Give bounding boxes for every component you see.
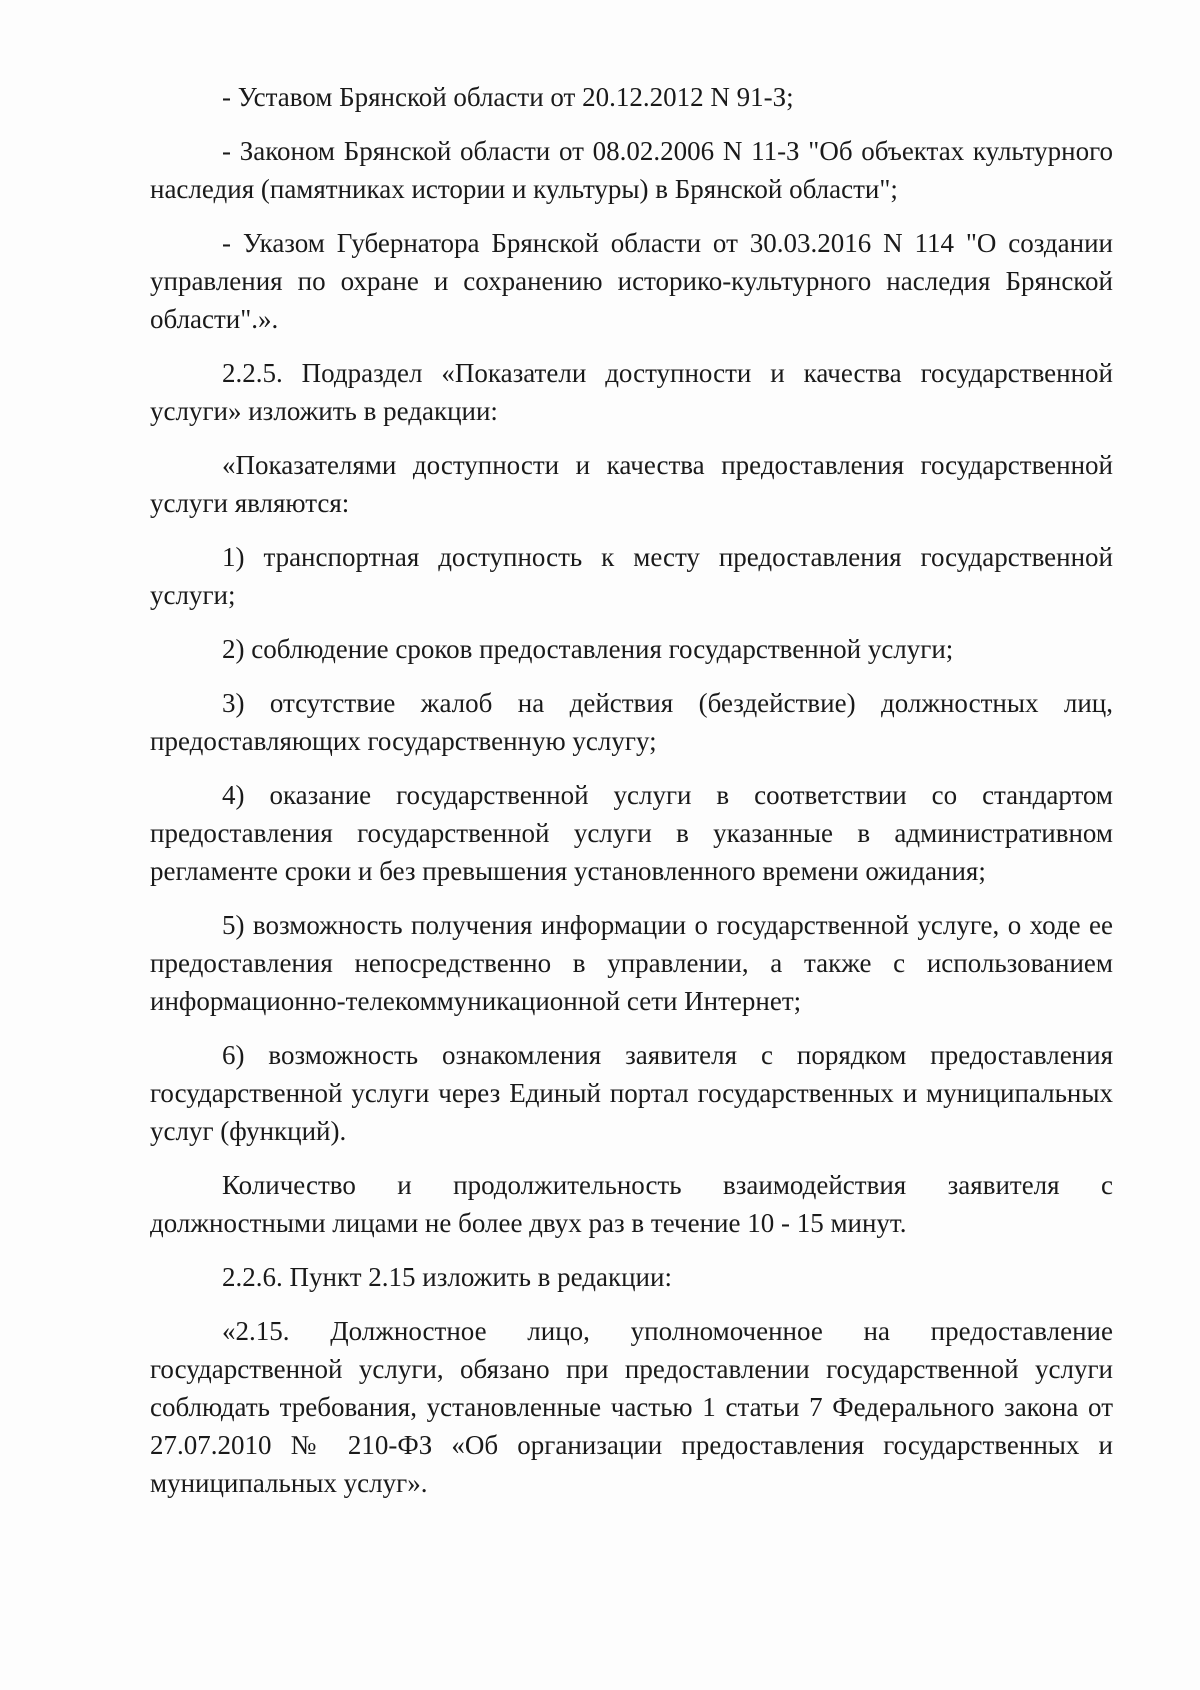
paragraph-zakon: - Законом Брянской области от 08.02.2006 N 11-З "Об объектах культурного наследия (памятниках истории и культуры) в Брянской области"; [150,136,1113,204]
paragraph-2-2-6: 2.2.6. Пункт 2.15 изложить в редакции: [222,1262,672,1292]
list-item-6: 6) возможность ознакомления заявителя с порядком предоставления государственной услуги через Единый портал государственных и муниципальных услуг (функций). [150,1040,1113,1146]
paragraph-ustav: - Уставом Брянской области от 20.12.2012 N 91-З; [222,82,794,112]
list-item-1: 1) транспортная доступность к месту предоставления государственной услуги; [150,542,1113,610]
list-item-4: 4) оказание государственной услуги в соответствии со стандартом предоставления государственной услуги в указанные в административном регламенте сроки и без превышения установленного времени ожидания; [150,780,1113,886]
list-item-5: 5) возможность получения информации о государственной услуге, о ходе ее предоставления непосредственно в управлении, а также с использованием информационно-телекоммуникационной сети Интернет; [150,910,1113,1016]
paragraph-2-2-5: 2.2.5. Подраздел «Показатели доступности и качества государственной услуги» изложить в редакции: [150,358,1113,426]
list-item-3: 3) отсутствие жалоб на действия (бездействие) должностных лиц, предоставляющих государственную услугу; [150,688,1113,756]
paragraph-interaction-count: Количество и продолжительность взаимодействия заявителя с должностными лицами не более двух раз в течение 10 - 15 минут. [150,1170,1113,1238]
paragraph-ukaz: - Указом Губернатора Брянской области от 30.03.2016 N 114 "О создании управления по охране и сохранению историко-культурного наследия Брянской области".». [150,228,1113,334]
document-body [150,78,1113,1518]
list-item-2: 2) соблюдение сроков предоставления государственной услуги; [222,634,954,664]
paragraph-2-15: «2.15. Должностное лицо, уполномоченное на предоставление государственной услуги, обязано при предоставлении государственной услуги соблюдать требования, установленные частью 1 статьи 7 Федерального закона от 27.07.2010 № 210-ФЗ «Об организации предоставления государственных и муниципальных услуг». [150,1316,1113,1498]
paragraph-indicators-intro: «Показателями доступности и качества предоставления государственной услуги являются: [150,450,1113,518]
